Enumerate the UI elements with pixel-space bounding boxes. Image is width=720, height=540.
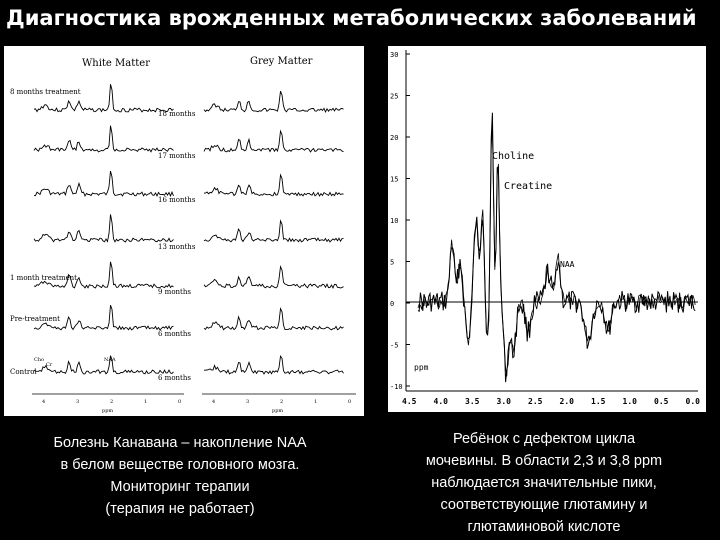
- spectrum-line: [34, 171, 174, 196]
- time-label-4: 9 months: [158, 288, 191, 296]
- x-tick-label: 4.5: [402, 397, 417, 406]
- row-label-pre: Pre-treatment: [10, 315, 60, 323]
- y-tick-label: 5: [390, 258, 395, 267]
- y-tick-label: 30: [390, 51, 399, 59]
- spectrum-line: [204, 309, 344, 330]
- left-spectra-figure: [4, 46, 364, 416]
- peak-label-cr: Cr: [46, 362, 53, 368]
- time-label-1: 17 months: [158, 152, 196, 160]
- axis-tick-g-1: 3: [246, 399, 250, 405]
- caption-left-line-2: в белом веществе головного мозга.: [60, 457, 300, 473]
- y-tick-label: 20: [390, 134, 399, 142]
- spectrum-line: [204, 175, 344, 196]
- time-label-6: 6 months: [158, 374, 191, 382]
- caption-right-line-5: глютаминовой кислоте: [467, 519, 621, 535]
- y-tick-label: 15: [390, 175, 399, 184]
- x-tick-label: 1.0: [622, 397, 637, 406]
- right-y-ticks: [390, 51, 410, 391]
- x-tick-label: 2.0: [559, 397, 574, 406]
- y-tick-label: 0: [390, 300, 395, 308]
- x-tick-label: 3.5: [465, 397, 480, 406]
- axis-tick-w-4: 0: [178, 399, 182, 405]
- y-tick-label: -5: [390, 341, 399, 350]
- row-label-1m: 1 month treatment: [10, 274, 77, 282]
- caption-right-line-4: соответствующие глютамину и: [440, 497, 648, 513]
- spectrum-line: [204, 131, 344, 152]
- caption-left: [10, 432, 350, 520]
- choline-label: Choline: [492, 151, 535, 162]
- time-label-5: 6 months: [158, 330, 191, 338]
- spectrum-line: [204, 356, 344, 374]
- caption-right-line-1: Ребёнок с дефектом цикла: [452, 431, 636, 447]
- left-spectra-svg: [4, 46, 364, 416]
- caption-right: [380, 428, 708, 538]
- time-label-2: 16 months: [158, 196, 196, 204]
- spectrum-trace: [418, 113, 695, 382]
- time-label-0: 18 months: [158, 110, 196, 118]
- naa-label: NAA: [560, 260, 575, 269]
- axis-unit-w: ppm: [102, 408, 114, 414]
- caption-right-line-2: мочевины. В области 2,3 и 3,8 ppm: [425, 453, 663, 469]
- grey-matter-label: Grey Matter: [250, 56, 313, 67]
- spectrum-line: [204, 221, 344, 242]
- x-tick-label: 1.5: [591, 397, 606, 406]
- axis-unit-g: ppm: [272, 408, 284, 414]
- axis-tick-g-4: 0: [348, 399, 352, 405]
- caption-right-line-3: наблюдается значительные пики,: [431, 475, 657, 491]
- x-tick-label: 4.0: [433, 397, 448, 406]
- ppm-label: ppm: [414, 363, 429, 372]
- caption-left-line-1: Болезнь Канавана – накопление NAA: [53, 435, 307, 451]
- spectrum-line: [34, 214, 174, 242]
- axis-tick-w-0: 4: [42, 399, 46, 405]
- row-label-control: Control: [10, 368, 37, 376]
- y-tick-label: 10: [390, 217, 399, 225]
- spectrum-line: [34, 126, 174, 152]
- axis-tick-w-3: 1: [144, 399, 148, 405]
- axis-tick-w-1: 3: [76, 399, 80, 405]
- right-x-ticks: [402, 397, 700, 406]
- y-tick-label: -10: [390, 383, 403, 391]
- axis-tick-w-2: 2: [110, 399, 114, 405]
- spectrum-line: [204, 267, 344, 288]
- caption-left-line-3: Мониторинг терапии: [110, 479, 250, 495]
- peak-label-naa: NAA: [104, 357, 116, 363]
- row-label-8m: 8 months treatment: [10, 88, 81, 96]
- peak-label-cho: Cho: [34, 357, 45, 363]
- x-tick-label: 3.0: [496, 397, 511, 406]
- white-matter-label: White Matter: [82, 58, 150, 69]
- x-tick-label: 0.5: [654, 397, 669, 406]
- x-tick-label: 0.0: [685, 397, 700, 406]
- axis-tick-g-0: 4: [212, 399, 216, 405]
- axis-tick-g-3: 1: [314, 399, 318, 405]
- caption-left-line-4: (терапия не работает): [105, 501, 255, 517]
- creatine-label: Creatine: [504, 181, 553, 192]
- time-label-3: 13 months: [158, 243, 196, 251]
- right-spectrum-svg: [388, 46, 706, 412]
- axis-tick-g-2: 2: [280, 399, 284, 405]
- spectrum-line: [204, 91, 344, 112]
- x-tick-label: 2.5: [528, 397, 543, 406]
- slide-title: Диагностика врожденных метаболических заболеваний: [6, 6, 697, 30]
- right-spectrum-figure: [388, 46, 706, 412]
- y-tick-label: 25: [390, 92, 399, 101]
- spectrum-fit-trace: [418, 125, 695, 376]
